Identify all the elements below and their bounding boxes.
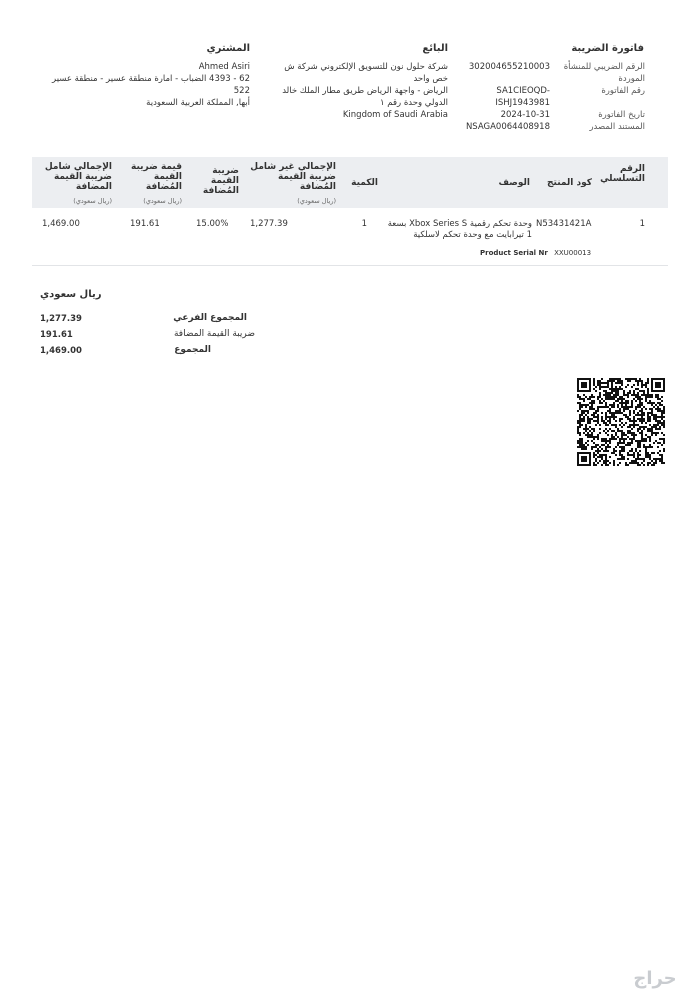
buyer-title: المشتري: [206, 43, 250, 54]
row-quantity: 1: [361, 219, 367, 229]
product-serial-value: XXU00013: [554, 249, 592, 257]
row-description: [380, 219, 532, 241]
invoice-date-label: تاريخ الفاتورة: [598, 110, 645, 120]
buyer-line: 522: [233, 86, 250, 96]
col-product-code: كود المنتج: [547, 178, 592, 188]
col-vat-amount-currency: (ريال سعودي): [143, 197, 182, 205]
col-gross-total-currency: (ريال سعودي): [73, 197, 112, 205]
tax-number-value-spacer: [460, 73, 550, 85]
seller-line: خص واحد: [413, 74, 448, 84]
tax-number-label-cont: الموردة: [618, 74, 645, 84]
seller-line: الرياض - واجهة الرياض طريق مطار الملك خالد: [282, 86, 448, 96]
product-serial-label: Product Serial Nr: [480, 249, 548, 257]
grand-total-label: المجموع: [174, 345, 211, 355]
seller-title: البائع: [422, 43, 448, 54]
seller-address: [262, 61, 448, 121]
row-gross-total: 1,469.00: [42, 219, 80, 229]
row-description-line: وحدة تحكم رقمية Xbox Series S بسعة: [387, 219, 532, 229]
invoice-number-value-cont: ISHJ1943981: [495, 98, 550, 108]
invoice-number-value: SA1CIEOQD-: [496, 86, 550, 96]
tax-number-value: 302004655210003: [468, 62, 550, 72]
seller-line: Kingdom of Saudi Arabia: [342, 110, 448, 120]
row-product-code: N53431421A: [536, 219, 592, 229]
subtotal-value: 1,277.39: [40, 314, 82, 324]
row-serial: 1: [639, 219, 645, 229]
spacer-label: [555, 97, 645, 109]
invoice-values: [460, 61, 550, 133]
invoice-title: فاتورة الضريبة: [571, 43, 644, 54]
product-serial-line: [480, 249, 592, 257]
col-serial: الرقم التسلسلي: [600, 164, 645, 184]
invoice-number-label: رقم الفاتورة: [601, 86, 645, 96]
row-divider: [32, 265, 668, 266]
qr-code: [577, 378, 665, 466]
grand-total-value: 1,469.00: [40, 346, 82, 356]
subtotal-label: المجموع الفرعي: [173, 313, 247, 323]
tax-number-label: الرقم الضريبي للمنشأة: [563, 62, 645, 72]
qr-code-graphic: [577, 378, 665, 466]
col-net-total: الإجمالي غير شامل ضريبة القيمة المُضافة: [250, 162, 336, 192]
invoice-date-value: 2024-10-31: [500, 110, 550, 120]
watermark-text: حراج: [633, 968, 677, 989]
source-document-label: المستند المصدر: [589, 122, 645, 132]
col-quantity: الكمية: [351, 178, 378, 188]
haraj-watermark-logo: [620, 966, 690, 990]
row-net-total: 1,277.39: [250, 219, 288, 229]
row-vat-rate: 15.00%: [196, 219, 229, 229]
col-gross-total: الإجمالي شامل ضريبة القيمة المضافة: [44, 162, 112, 192]
row-vat-amount: 191.61: [130, 219, 160, 229]
col-description: الوصف: [498, 178, 530, 188]
seller-line: شركة حلول نون للتسويق الإلكتروني شركة ش: [284, 62, 448, 72]
seller-line: الدولي وحدة رقم ١: [380, 98, 448, 108]
totals-currency: ريال سعودي: [40, 289, 102, 300]
vat-total-label: ضريبة القيمة المضافة: [173, 329, 255, 339]
row-description-line: 1 تيرابايت مع وحدة تحكم لاسلكية: [413, 230, 532, 240]
col-net-total-currency: (ريال سعودي): [297, 197, 336, 205]
col-vat-rate: ضريبة القيمة المُضافة: [202, 166, 239, 196]
buyer-name: Ahmed Asiri: [198, 62, 250, 72]
invoice-labels: [555, 61, 645, 133]
buyer-address: [40, 61, 250, 109]
buyer-line: 62 - 4393 الضباب - امارة منطقة عسير - منطقة عسير: [52, 74, 250, 84]
col-vat-amount: قيمة ضريبة القيمة المُضافة: [131, 162, 182, 192]
buyer-line: أبها, المملكة العربية السعودية: [146, 98, 250, 108]
vat-total-value: 191.61: [40, 330, 73, 340]
source-document-value: NSAGA0064408918: [465, 122, 550, 132]
